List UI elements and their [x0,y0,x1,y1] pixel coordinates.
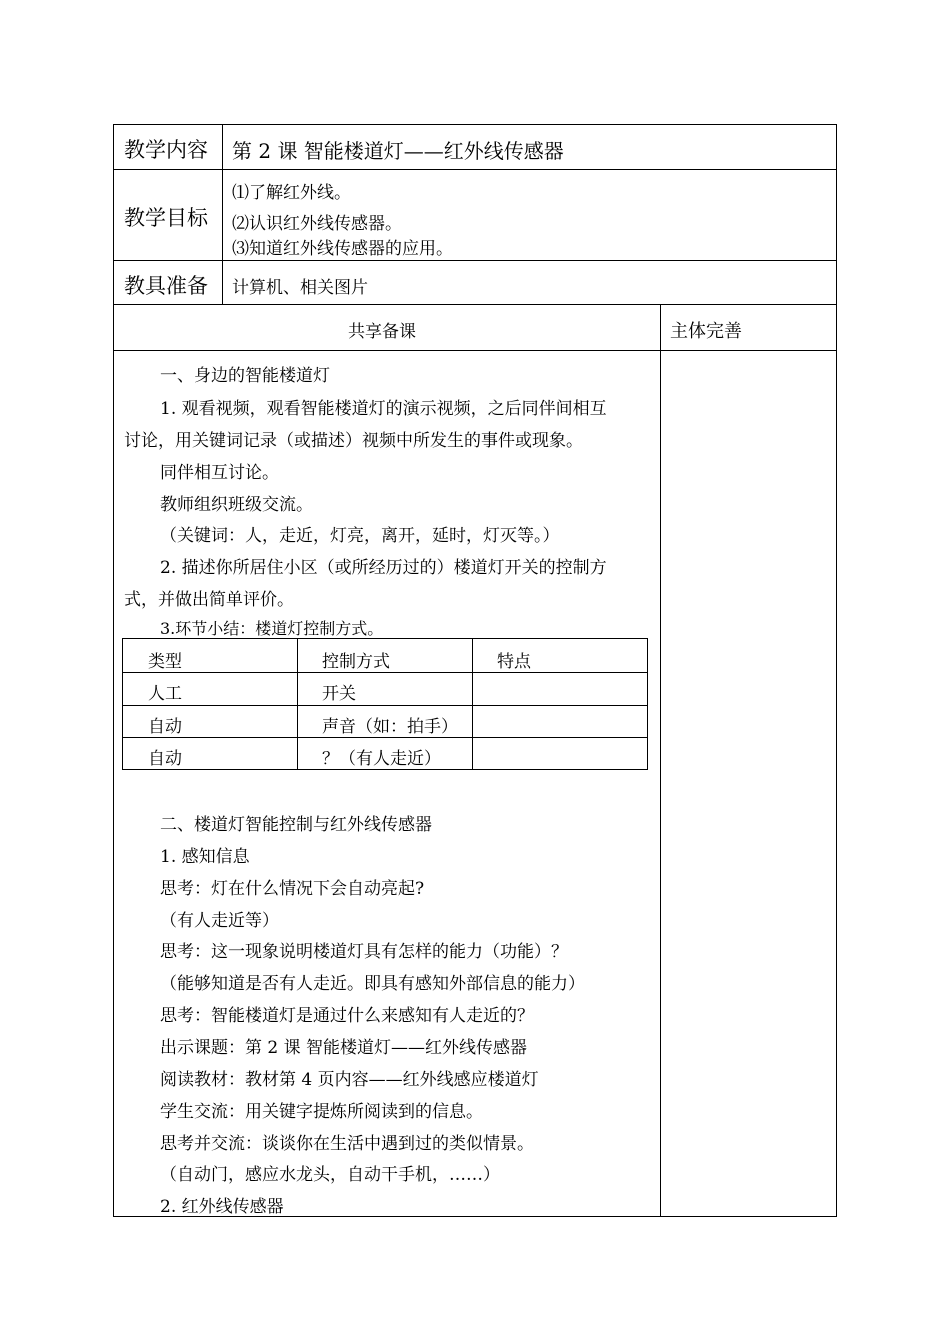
body-line: 讨论，用关键词记录（或描述）视频中所发生的事件或现象。 [124,431,583,451]
body-line: 1. 感知信息 [160,847,250,867]
goal-item-1: ⑴了解红外线。 [232,183,351,203]
inner-table-line [472,638,473,770]
inner-table-line [122,638,123,770]
body-line: 式，并做出简单评价。 [124,590,294,610]
body-line: 思考：这一现象说明楼道灯具有怎样的能力（功能）？ [160,942,568,962]
tools-value: 计算机、相关图片 [232,278,368,298]
body-line: （自动门，感应水龙头，自动干手机，……） [160,1165,500,1185]
inner-table-line [122,672,647,673]
refine-column-header: 主体完善 [670,321,742,342]
row-divider-4 [113,350,837,351]
inner-cell: 开关 [322,684,356,704]
body-line: 思考：智能楼道灯是通过什么来感知有人走近的？ [160,1006,534,1026]
body-line: （关键词：人，走近，灯亮，离开，延时，灯灭等。） [160,526,560,546]
lesson-title: 第 2 课 智能楼道灯——红外线传感器 [232,139,564,163]
inner-header-type: 类型 [148,652,182,672]
inner-table-line [122,705,647,706]
inner-table-line [122,638,647,639]
body-line: （能够知道是否有人走近。即具有感知外部信息的能力） [160,974,585,994]
body-line: 出示课题：第 2 课 智能楼道灯——红外线传感器 [160,1038,528,1058]
label-column-divider [222,124,223,305]
body-line: 阅读教材：教材第 4 页内容——红外线感应楼道灯 [160,1070,539,1090]
body-line: 教师组织班级交流。 [160,495,313,515]
inner-table-line [647,638,648,770]
body-line: 同伴相互讨论。 [160,463,279,483]
summary-line: 3.环节小结：楼道灯控制方式。 [160,619,384,638]
goals-label: 教学目标 [124,206,208,230]
tools-label: 教具准备 [124,274,208,298]
body-line: 思考：灯在什么情况下会自动亮起? [160,879,425,899]
section-1-heading: 一、身边的智能楼道灯 [160,366,330,386]
body-line: 2. 红外线传感器 [160,1197,284,1217]
shared-column-header: 共享备课 [348,322,416,342]
inner-cell: ？（有人走近） [322,749,441,769]
body-line: （有人走近等） [160,911,279,931]
inner-header-method: 控制方式 [322,652,390,672]
body-line: 思考并交流：谈谈你在生活中遇到过的类似情景。 [160,1134,534,1154]
section-2-heading: 二、楼道灯智能控制与红外线传感器 [160,815,432,835]
outer-border-left [113,124,114,1217]
goal-item-2: ⑵认识红外线传感器。 [232,214,402,234]
inner-header-feature: 特点 [497,652,531,672]
inner-cell: 声音（如：拍手） [322,717,458,737]
content-label: 教学内容 [124,138,208,162]
inner-cell: 人工 [148,684,182,704]
inner-table-line [297,638,298,770]
inner-cell: 自动 [148,717,182,737]
body-line: 2. 描述你所居住小区（或所经历过的）楼道灯开关的控制方 [160,558,607,578]
outer-border-right [836,124,837,1217]
inner-table-line [122,737,647,738]
inner-table-line [122,769,647,770]
refine-column-divider [660,304,661,1217]
body-line: 1. 观看视频，观看智能楼道灯的演示视频，之后同伴间相互 [160,399,607,419]
body-line: 学生交流：用关键字提炼所阅读到的信息。 [160,1102,483,1122]
goal-item-3: ⑶知道红外线传感器的应用。 [232,239,453,259]
inner-cell: 自动 [148,749,182,769]
